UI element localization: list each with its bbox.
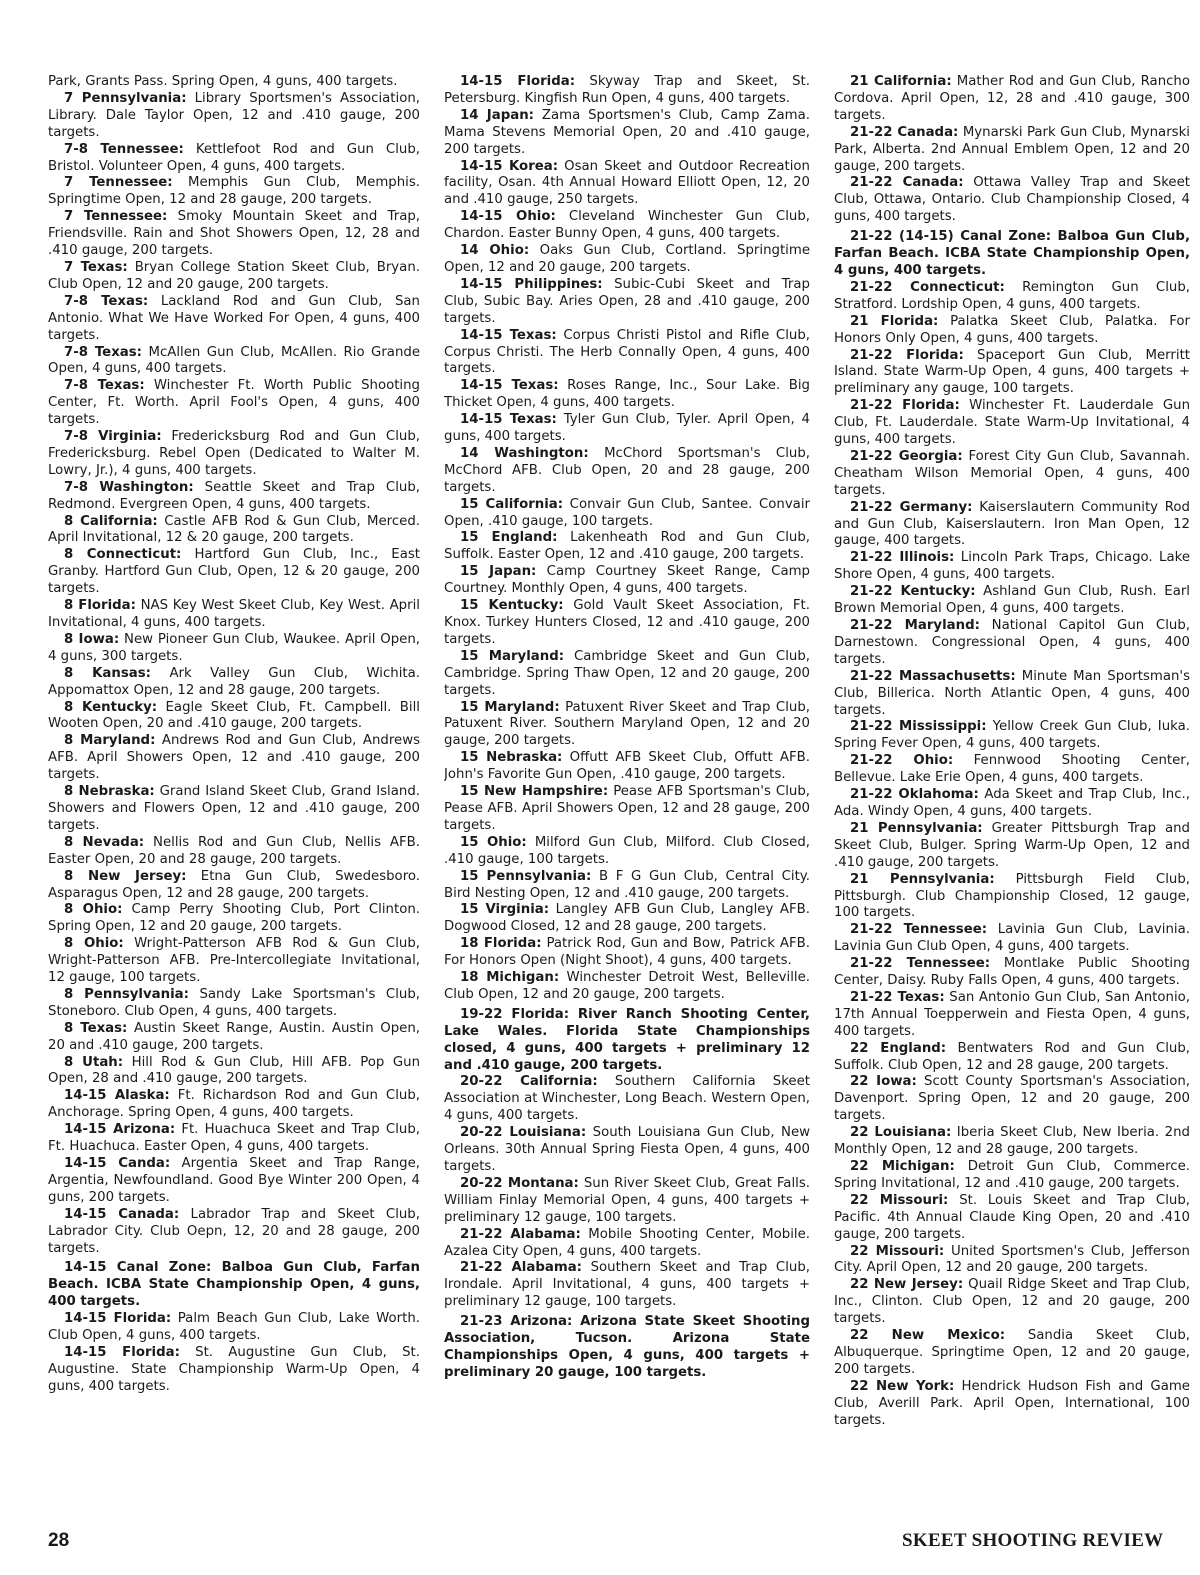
schedule-entry: [834, 753, 1190, 787]
schedule-entry: [444, 784, 810, 835]
entry-heading: 14-15 Arizona:: [64, 1122, 176, 1138]
entry-text: Eagle Skeet Club, Ft. Campbell. Bill Wooten Open, 20 and .410 gauge, 200 targets.: [48, 699, 420, 732]
entry-heading: 21-23 Arizona: Arizona State Skeet Shooting Association, Tucson. Arizona State Championships Open, 4 guns, 400 targets + preliminary 20 gauge, 100 targets.: [444, 1314, 810, 1380]
entry-text: Yellow Creek Gun Club, Iuka. Spring Fever Open, 4 guns, 400 targets.: [834, 719, 1190, 752]
entry-text: Bentwaters Rod and Gun Club, Suffolk. Club Open, 12 and 28 gauge, 200 targets.: [834, 1040, 1190, 1073]
entry-heading: 21-22 Massachusetts:: [850, 668, 1016, 684]
entry-heading: 7-8 Washington:: [64, 479, 194, 495]
entry-heading: 8 Iowa:: [64, 631, 120, 647]
schedule-entry: [444, 74, 810, 108]
schedule-entry: [834, 787, 1190, 821]
entry-text: Hendrick Hudson Fish and Game Club, Averill Park. April Open, International, 100 targets.: [834, 1378, 1190, 1428]
entry-text: Skyway Trap and Skeet, St. Petersburg. Kingfish Run Open, 4 guns, 400 targets.: [444, 74, 810, 106]
entry-text: Patuxent River Skeet and Trap Club, Patuxent River. Southern Maryland Open, 12 and 20 gauge, 200 targets.: [444, 699, 810, 749]
schedule-entry: [834, 550, 1190, 584]
entry-heading: 8 Connecticut:: [64, 547, 182, 563]
entry-text: Mobile Shooting Center, Mobile. Azalea City Open, 4 guns, 400 targets.: [444, 1226, 810, 1259]
entry-heading: 8 California:: [64, 513, 158, 529]
entry-text: Fredericksburg Rod and Gun Club, Fredericksburg. Rebel Open (Dedicated to Walter M. Lowry, Jr.), 4 guns, 400 targets.: [48, 429, 420, 478]
schedule-entry: [834, 398, 1190, 449]
schedule-entry: [834, 872, 1190, 923]
entry-heading: 8 New Jersey:: [64, 868, 187, 884]
entry-text: Austin Skeet Range, Austin. Austin Open, 20 and .410 gauge, 200 targets.: [48, 1020, 420, 1053]
schedule-entry: [48, 175, 420, 209]
entry-heading: 7-8 Tennessee:: [64, 141, 184, 157]
schedule-entry: [444, 1125, 810, 1176]
schedule-entry: [834, 1193, 1190, 1244]
schedule-entry: [444, 869, 810, 903]
entry-text: Winchester Ft. Worth Public Shooting Center, Ft. Worth. April Fool's Open, 4 guns, 400 targets.: [48, 378, 420, 428]
entry-text: Palm Beach Gun Club, Lake Worth. Club Open, 4 guns, 400 targets.: [48, 1311, 420, 1344]
entry-text: Lackland Rod and Gun Club, San Antonio. What We Have Worked For Open, 4 guns, 400 targets.: [48, 293, 420, 343]
entry-heading: 15 Maryland:: [460, 648, 565, 664]
schedule-entry: [834, 922, 1190, 956]
schedule-entry: [834, 1074, 1190, 1125]
entry-text: Cambridge Skeet and Gun Club, Cambridge. Spring Thaw Open, 12 and 20 gauge, 200 targets.: [444, 648, 810, 698]
entry-heading: 7-8 Virginia:: [64, 429, 162, 445]
entry-heading: 7 Tennessee:: [64, 175, 173, 191]
entry-text: Ottawa Valley Trap and Skeet Club, Ottawa, Ontario. Club Championship Closed, 4 guns, 400 targets.: [834, 175, 1190, 225]
entry-heading: 8 Nebraska:: [64, 784, 155, 800]
entry-text: Nellis Rod and Gun Club, Nellis AFB. Easter Open, 20 and 28 gauge, 200 targets.: [48, 834, 420, 867]
page-number: 28: [48, 1530, 70, 1551]
entry-text: Castle AFB Rod & Gun Club, Merced. April Invitational, 12 & 20 gauge, 200 targets.: [48, 513, 420, 546]
schedule-entry: [48, 1311, 420, 1345]
magazine-title: SKEET SHOOTING REVIEW: [902, 1530, 1164, 1551]
entry-heading: 14-15 Korea:: [460, 158, 559, 174]
entry-heading: 22 Missouri:: [850, 1192, 949, 1208]
entry-heading: 22 Iowa:: [850, 1074, 917, 1090]
entry-text: Smoky Mountain Skeet and Trap, Friendsville. Rain and Shot Showers Open, 12, 28 and .410 gauge, 200 targets.: [48, 209, 420, 259]
schedule-entry: [48, 142, 420, 176]
schedule-entry: [834, 584, 1190, 618]
entry-text: Ft. Richardson Rod and Gun Club, Anchorage. Spring Open, 4 guns, 400 targets.: [48, 1088, 420, 1121]
entry-heading: 22 Michigan:: [850, 1159, 955, 1174]
entry-heading: 14-15 Canada:: [64, 1206, 180, 1222]
entry-heading: 14-15 Texas:: [460, 378, 559, 394]
entry-heading: 14-15 Florida:: [460, 74, 576, 89]
entry-heading: 18 Florida:: [460, 936, 542, 952]
schedule-entry: [48, 869, 420, 903]
entry-text: Argentia Skeet and Trap Range, Argentia, Newfoundland. Good Bye Winter 200 Open, 4 guns, 200 targets.: [48, 1156, 420, 1205]
schedule-entry: [834, 314, 1190, 348]
entry-heading: 21-22 Canada:: [850, 124, 959, 140]
entry-heading: 8 Nevada:: [64, 834, 145, 850]
entry-text: Patrick Rod, Gun and Bow, Patrick AFB. For Honors Open (Night Shoot), 4 guns, 400 targets.: [444, 936, 810, 969]
entry-text: Mather Rod and Gun Club, Rancho Cordova. April Open, 12, 28 and .410 gauge, 300 targets.: [834, 74, 1190, 123]
entry-text: Seattle Skeet and Trap Club, Redmond. Evergreen Open, 4 guns, 400 targets.: [48, 479, 420, 512]
entry-text: Lincoln Park Traps, Chicago. Lake Shore Open, 4 guns, 400 targets.: [834, 550, 1190, 583]
schedule-entry: [444, 936, 810, 970]
entry-heading: 8 Kentucky:: [64, 699, 158, 715]
entry-heading: 20-22 California:: [460, 1074, 598, 1090]
entry-heading: 21-22 Kentucky:: [850, 584, 976, 600]
entry-heading: 14-15 Alaska:: [64, 1088, 170, 1104]
entry-heading: 15 Ohio:: [460, 834, 527, 850]
entry-heading: 21-22 (14-15) Canal Zone: Balboa Gun Club, Farfan Beach. ICBA State Championship Open, 4 guns, 400 targets.: [834, 229, 1190, 278]
schedule-entry: [48, 480, 420, 514]
entry-heading: 21-22 Tennessee:: [850, 922, 988, 938]
entry-text: National Capitol Gun Club, Darnestown. Congressional Open, 4 guns, 400 targets.: [834, 618, 1190, 667]
schedule-entry: [48, 936, 420, 987]
schedule-entry: [834, 821, 1190, 872]
entry-text: New Pioneer Gun Club, Waukee. April Open, 4 guns, 300 targets.: [48, 631, 420, 664]
entry-heading: 21-22 Connecticut:: [850, 279, 1005, 295]
entry-heading: 21 Pennsylvania:: [850, 820, 983, 836]
schedule-entry: [444, 564, 810, 598]
entry-heading: 15 Kentucky:: [460, 598, 564, 614]
entry-text: Winchester Ft. Lauderdale Gun Club, Ft. Lauderdale. State Warm-Up Invitational, 4 guns, 400 targets.: [834, 398, 1190, 448]
entry-heading: 8 Ohio:: [64, 902, 123, 918]
schedule-entry: [834, 348, 1190, 399]
schedule-entry: [444, 750, 810, 784]
schedule-entry: [444, 378, 810, 412]
entry-text: NAS Key West Skeet Club, Key West. April Invitational, 4 guns, 400 targets.: [48, 598, 420, 630]
entry-heading: 14-15 Texas:: [460, 327, 557, 343]
entry-heading: 15 New Hampshire:: [460, 784, 609, 800]
entry-text: Southern Skeet and Trap Club, Irondale. April Invitational, 4 guns, 400 targets + preliminary 12 gauge, 100 targets.: [444, 1260, 810, 1310]
schedule-entry: [834, 1379, 1190, 1430]
entry-text: Ashland Gun Club, Rush. Earl Brown Memorial Open, 4 guns, 400 targets.: [834, 584, 1190, 617]
entry-heading: 15 Virginia:: [460, 902, 550, 918]
schedule-entry: [834, 990, 1190, 1041]
entry-heading: 22 New York:: [850, 1378, 955, 1394]
entry-heading: 14-15 Texas:: [460, 412, 557, 428]
entry-heading: 19-22 Florida: River Ranch Shooting Center, Lake Wales. Florida State Championships closed, 4 guns, 400 targets + preliminary 12 and .410 gauge, 200 targets.: [444, 1006, 810, 1073]
entry-text: Remington Gun Club, Stratford. Lordship Open, 4 guns, 400 targets.: [834, 279, 1190, 312]
entry-heading: 22 New Jersey:: [850, 1277, 964, 1293]
entry-heading: 8 Texas:: [64, 1020, 128, 1036]
entry-heading: 14-15 Florida:: [64, 1344, 180, 1360]
entry-heading: 21-22 Germany:: [850, 499, 973, 515]
entry-heading: 20-22 Louisiana:: [460, 1125, 587, 1141]
entry-text: Convair Gun Club, Santee. Convair Open, .410 gauge, 100 targets.: [444, 496, 810, 529]
entry-heading: 8 Utah:: [64, 1054, 124, 1070]
schedule-entry: [444, 1007, 810, 1075]
entry-text: Detroit Gun Club, Commerce. Spring Invitational, 12 and .410 gauge, 200 targets.: [834, 1159, 1190, 1191]
schedule-entry: [834, 669, 1190, 720]
entry-heading: 21-22 Tennessee:: [850, 956, 991, 972]
entry-heading: 14-15 Florida:: [64, 1311, 172, 1327]
schedule-entry: [48, 345, 420, 379]
schedule-entry: [444, 277, 810, 328]
schedule-entry: [444, 497, 810, 531]
entry-text: Iberia Skeet Club, New Iberia. 2nd Monthly Open, 12 and 28 gauge, 200 targets.: [834, 1125, 1190, 1158]
entry-text: Sandy Lake Sportsman's Club, Stoneboro. Club Open, 4 guns, 400 targets.: [48, 986, 420, 1019]
schedule-entry: [48, 700, 420, 734]
schedule-entry: [444, 328, 810, 379]
schedule-entry: [444, 209, 810, 243]
schedule-entry: [834, 1277, 1190, 1328]
schedule-entry: [48, 598, 420, 632]
schedule-entry: [834, 1328, 1190, 1379]
entry-text: Subic-Cubi Skeet and Trap Club, Subic Bay. Aries Open, 28 and .410 gauge, 200 targets.: [444, 276, 810, 326]
entry-heading: 7-8 Texas:: [64, 293, 149, 309]
entry-text: Winchester Detroit West, Belleville. Club Open, 12 and 20 gauge, 200 targets.: [444, 970, 810, 1002]
entry-heading: 14-15 Ohio:: [460, 209, 556, 225]
entry-heading: 15 California:: [460, 496, 564, 512]
entry-heading: 18 Michigan:: [460, 970, 560, 986]
entry-text: Langley AFB Gun Club, Langley AFB. Dogwood Closed, 12 and 28 gauge, 200 targets.: [444, 902, 810, 935]
entry-heading: 21-22 Maryland:: [850, 618, 980, 633]
entry-heading: 21 Florida:: [850, 313, 939, 329]
entry-text: Palatka Skeet Club, Palatka. For Honors Only Open, 4 guns, 400 targets.: [834, 313, 1190, 346]
schedule-entry: [48, 429, 420, 480]
schedule-entry: [444, 598, 810, 649]
entry-heading: 14 Ohio:: [460, 243, 530, 259]
entry-heading: 15 England:: [460, 530, 558, 546]
entry-heading: 7-8 Texas:: [64, 378, 145, 394]
entry-text: Pease AFB Sportsman's Club, Pease AFB. April Showers Open, 12 and 28 gauge, 200 targets.: [444, 784, 810, 833]
entry-text: Lavinia Gun Club, Lavinia. Lavinia Gun Club Open, 4 guns, 400 targets.: [834, 922, 1190, 955]
entry-heading: 7 Texas:: [64, 259, 128, 275]
entry-text: B F G Gun Club, Central City. Bird Nesting Open, 12 and .410 gauge, 200 targets.: [444, 868, 810, 901]
entry-heading: 14-15 Canda:: [64, 1156, 171, 1171]
entry-heading: 22 Missouri:: [850, 1243, 945, 1259]
entry-heading: 15 Nebraska:: [460, 750, 563, 766]
entry-heading: 21-22 Mississippi:: [850, 719, 987, 735]
schedule-entry: [444, 159, 810, 210]
entry-text: Fennwood Shooting Center, Bellevue. Lake Erie Open, 4 guns, 400 targets.: [834, 753, 1190, 786]
entry-text: Sandia Skeet Club, Albuquerque. Springtime Open, 12 and 20 gauge, 200 targets.: [834, 1328, 1190, 1377]
entry-heading: 22 Louisiana:: [850, 1125, 952, 1141]
entry-heading: 21-22 Texas:: [850, 989, 945, 1005]
entry-text: Scott County Sportsman's Association, Davenport. Spring Open, 12 and 20 gauge, 200 targets.: [834, 1074, 1190, 1124]
entry-heading: 21-22 Oklahoma:: [850, 787, 979, 803]
schedule-entry: [444, 108, 810, 159]
schedule-entry: [48, 514, 420, 548]
schedule-entry: [48, 666, 420, 700]
entry-text: Greater Pittsburgh Trap and Skeet Club, Bulger. Spring Warm-Up Open, 12 and .410 gauge, 200 targets.: [834, 820, 1190, 870]
entry-text: Minute Man Sportsman's Club, Billerica. North Atlantic Open, 4 guns, 400 targets.: [834, 668, 1190, 718]
entry-heading: 22 New Mexico:: [850, 1328, 1006, 1344]
entry-text: Corpus Christi Pistol and Rifle Club, Corpus Christi. The Herb Connally Open, 4 guns, 400 targets.: [444, 327, 810, 377]
entry-heading: 15 Japan:: [460, 564, 537, 580]
entry-heading: 14 Japan:: [460, 107, 534, 123]
entry-text: St. Louis Skeet and Trap Club, Pacific. 4th Annual Claude King Open, 20 and .410 gauge, 200 targets.: [834, 1192, 1190, 1242]
schedule-entry: [834, 500, 1190, 551]
entry-heading: 14-15 Philippines:: [460, 276, 603, 292]
entry-text: Wright-Patterson AFB Rod & Gun Club, Wright-Patterson AFB. Pre-Intercollegiate Invitational, 12 gauge, 100 targets.: [48, 936, 420, 986]
entry-text: Tyler Gun Club, Tyler. April Open, 4 guns, 400 targets.: [444, 412, 810, 445]
schedule-entry: [48, 1156, 420, 1207]
entry-text: Southern California Skeet Association at Winchester, Long Beach. Western Open, 4 guns, 400 targets.: [444, 1074, 810, 1124]
schedule-entry: [444, 1314, 810, 1382]
schedule-entry: [48, 1088, 420, 1122]
entry-text: Bryan College Station Skeet Club, Bryan. Club Open, 12 and 20 gauge, 200 targets.: [48, 259, 420, 292]
entry-heading: 21-22 Illinois:: [850, 550, 955, 566]
entry-heading: 15 Maryland:: [460, 699, 560, 715]
schedule-entry: [48, 260, 420, 294]
schedule-entry: [48, 733, 420, 784]
schedule-entry: [48, 1122, 420, 1156]
schedule-entry: [48, 1207, 420, 1258]
schedule-entry: [444, 1176, 810, 1227]
entry-heading: 8 Pennsylvania:: [64, 986, 189, 1002]
entry-text: Library Sportsmen's Association, Library. Dale Taylor Open, 12 and .410 gauge, 200 targets.: [48, 90, 420, 140]
schedule-entry: [444, 1260, 810, 1311]
entry-text: Mynarski Park Gun Club, Mynarski Park, Alberta. 2nd Annual Emblem Open, 12 and 20 gauge, 200 targets.: [834, 124, 1190, 174]
entry-heading: 21-22 Ohio:: [850, 753, 954, 769]
entry-text: Hill Rod & Gun Club, Hill AFB. Pop Gun Open, 28 and .410 gauge, 200 targets.: [48, 1054, 420, 1087]
entry-heading: 20-22 Montana:: [460, 1175, 579, 1191]
entry-text: Milford Gun Club, Milford. Club Closed, .410 gauge, 100 targets.: [444, 834, 810, 867]
entry-heading: 8 Ohio:: [64, 936, 124, 952]
schedule-entry: [48, 987, 420, 1021]
schedule-entry: [834, 229, 1190, 280]
schedule-entry: [48, 1260, 420, 1311]
entry-text: Cleveland Winchester Gun Club, Chardon. Easter Bunny Open, 4 guns, 400 targets.: [444, 209, 810, 242]
entry-text: Oaks Gun Club, Cortland. Springtime Open, 12 and 20 gauge, 200 targets.: [444, 243, 810, 275]
schedule-entry: [834, 1159, 1190, 1193]
schedule-entry: [48, 784, 420, 835]
entry-text: Hartford Gun Club, Inc., East Granby. Hartford Gun Club, Open, 12 & 20 gauge, 200 targets.: [48, 547, 420, 597]
entry-text: Montlake Public Shooting Center, Daisy. Ruby Falls Open, 4 guns, 400 targets.: [834, 956, 1190, 989]
schedule-entry: [48, 835, 420, 869]
schedule-entry: [444, 243, 810, 277]
schedule-entry: [834, 1125, 1190, 1159]
entry-text: Zama Sportsmen's Club, Camp Zama. Mama Stevens Memorial Open, 20 and .410 gauge, 200 targets.: [444, 107, 810, 157]
schedule-entry: [834, 280, 1190, 314]
entry-heading: 22 England:: [850, 1040, 947, 1056]
schedule-entry: [834, 74, 1190, 125]
schedule-entry: [48, 632, 420, 666]
schedule-entry: [48, 1055, 420, 1089]
schedule-entry: [834, 125, 1190, 176]
entry-text: Kettlefoot Rod and Gun Club, Bristol. Volunteer Open, 4 guns, 400 targets.: [48, 141, 420, 174]
entry-text: Memphis Gun Club, Memphis. Springtime Open, 12 and 28 gauge, 200 targets.: [48, 175, 420, 208]
schedule-entry: [48, 91, 420, 142]
entry-heading: 21-22 Canada:: [850, 175, 964, 191]
entry-heading: 8 Kansas:: [64, 665, 151, 681]
schedule-entry: [834, 956, 1190, 990]
schedule-entry: [48, 1021, 420, 1055]
entry-text: South Louisiana Gun Club, New Orleans. 30th Annual Spring Fiesta Open, 4 guns, 400 targets.: [444, 1125, 810, 1174]
entry-heading: 21-22 Alabama:: [460, 1260, 582, 1276]
entry-text: Etna Gun Club, Swedesboro. Asparagus Open, 12 and 28 gauge, 200 targets.: [48, 868, 420, 901]
schedule-entry: [834, 618, 1190, 669]
entry-text: Spaceport Gun Club, Merritt Island. State Warm-Up Open, 4 guns, 400 targets + preliminary any gauge, 100 targets.: [834, 347, 1190, 397]
entry-text: St. Augustine Gun Club, St. Augustine. State Championship Warm-Up Open, 4 guns, 400 targets.: [48, 1344, 420, 1394]
entry-heading: 14 Washington:: [460, 445, 589, 461]
entry-heading: 21-22 Florida:: [850, 398, 960, 414]
schedule-entry: [834, 1244, 1190, 1278]
entry-text: Offutt AFB Skeet Club, Offutt AFB. John's Favorite Gun Open, .410 gauge, 200 targets.: [444, 750, 810, 783]
entry-text: Ada Skeet and Trap Club, Inc., Ada. Windy Open, 4 guns, 400 targets.: [834, 787, 1190, 819]
schedule-entry: [444, 446, 810, 497]
entry-text: Park, Grants Pass. Spring Open, 4 guns, 400 targets.: [48, 74, 398, 89]
entry-text: Osan Skeet and Outdoor Recreation facility, Osan. 4th Annual Howard Elliott Open, 12, 20 and .410 gauge, 250 targets.: [444, 158, 810, 208]
entry-heading: 7 Pennsylvania:: [64, 90, 187, 106]
entry-heading: 21-22 Alabama:: [460, 1226, 581, 1242]
schedule-entry: [444, 530, 810, 564]
schedule-entry: [48, 1345, 420, 1396]
entry-heading: 21 California:: [850, 74, 952, 89]
entry-text: Labrador Trap and Skeet Club, Labrador City. Club Oepn, 12, 20 and 28 gauge, 200 targets.: [48, 1206, 420, 1256]
entry-text: Pittsburgh Field Club, Pittsburgh. Club Championship Closed, 12 gauge, 100 targets.: [834, 871, 1190, 921]
schedule-entry: [48, 74, 420, 91]
schedule-entry: [48, 294, 420, 345]
entry-text: Camp Perry Shooting Club, Port Clinton. Spring Open, 12 and 20 gauge, 200 targets.: [48, 902, 420, 935]
entry-text: Forest City Gun Club, Savannah. Cheatham Wilson Memorial Open, 4 guns, 400 targets.: [834, 448, 1190, 498]
entry-text: United Sportsmen's Club, Jefferson City. April Open, 12 and 20 gauge, 200 targets.: [834, 1243, 1190, 1276]
schedule-entry: [444, 970, 810, 1004]
column-3: [834, 74, 1190, 1430]
schedule-entry: [834, 719, 1190, 753]
entry-heading: 21 Pennsylvania:: [850, 871, 995, 887]
entry-heading: 8 Maryland:: [64, 733, 156, 749]
entry-text: Sun River Skeet Club, Great Falls. William Finlay Memorial Open, 4 guns, 400 targets + preliminary 12 gauge, 100 targets.: [444, 1175, 810, 1225]
entry-text: McChord Sportsman's Club, McChord AFB. Club Open, 20 and 28 gauge, 200 targets.: [444, 445, 810, 495]
entry-heading: 21-22 Georgia:: [850, 448, 963, 464]
entry-text: Ark Valley Gun Club, Wichita. Appomattox Open, 12 and 28 gauge, 200 targets.: [48, 665, 420, 698]
entry-text: Grand Island Skeet Club, Grand Island. Showers and Flowers Open, 12 and .410 gauge, 200 targets.: [48, 784, 420, 833]
schedule-entry: [444, 1074, 810, 1125]
schedule-entry: [444, 412, 810, 446]
schedule-entry: [444, 649, 810, 700]
schedule-entry: [834, 175, 1190, 226]
entry-heading: 21-22 Florida:: [850, 347, 964, 363]
column-1: [48, 74, 420, 1396]
schedule-entry: [444, 700, 810, 751]
entry-heading: 15 Pennsylvania:: [460, 868, 592, 884]
schedule-entry: [48, 378, 420, 429]
entry-text: Ft. Huachuca Skeet and Trap Club, Ft. Huachuca. Easter Open, 4 guns, 400 targets.: [48, 1122, 420, 1155]
column-2: [444, 74, 810, 1382]
entry-text: Andrews Rod and Gun Club, Andrews AFB. April Showers Open, 12 and .410 gauge, 200 targets.: [48, 733, 420, 783]
entry-heading: 7 Tennessee:: [64, 209, 168, 225]
entry-heading: 7-8 Texas:: [64, 344, 142, 360]
entry-text: Kaiserslautern Community Rod and Gun Club, Kaiserslautern. Iron Man Open, 12 gauge, 400 targets.: [834, 499, 1190, 549]
entry-text: Lakenheath Rod and Gun Club, Suffolk. Easter Open, 12 and .410 gauge, 200 targets.: [444, 530, 810, 563]
schedule-entry: [48, 209, 420, 260]
entry-text: McAllen Gun Club, McAllen. Rio Grande Open, 4 guns, 400 targets.: [48, 344, 420, 377]
entry-text: Quail Ridge Skeet and Trap Club, Inc., Clinton. Club Open, 12 and 20 gauge, 200 targets.: [834, 1277, 1190, 1327]
schedule-entry: [834, 449, 1190, 500]
schedule-entry: [444, 902, 810, 936]
entry-text: Roses Range, Inc., Sour Lake. Big Thicket Open, 4 guns, 400 targets.: [444, 378, 810, 411]
schedule-entry: [48, 547, 420, 598]
entry-text: Camp Courtney Skeet Range, Camp Courtney. Monthly Open, 4 guns, 400 targets.: [444, 564, 810, 597]
schedule-entry: [444, 835, 810, 869]
entry-heading: 14-15 Canal Zone: Balboa Gun Club, Farfan Beach. ICBA State Championship Open, 4 guns, 400 targets.: [48, 1260, 420, 1310]
schedule-entry: [48, 902, 420, 936]
schedule-entry: [444, 1227, 810, 1261]
entry-text: Gold Vault Skeet Association, Ft. Knox. Turkey Hunters Closed, 12 and .410 gauge, 200 targets.: [444, 598, 810, 647]
entry-heading: 8 Florida:: [64, 598, 136, 614]
schedule-entry: [834, 1041, 1190, 1075]
entry-text: San Antonio Gun Club, San Antonio, 17th Annual Toepperwein and Fiesta Open, 4 guns, 400 targets.: [834, 989, 1190, 1039]
